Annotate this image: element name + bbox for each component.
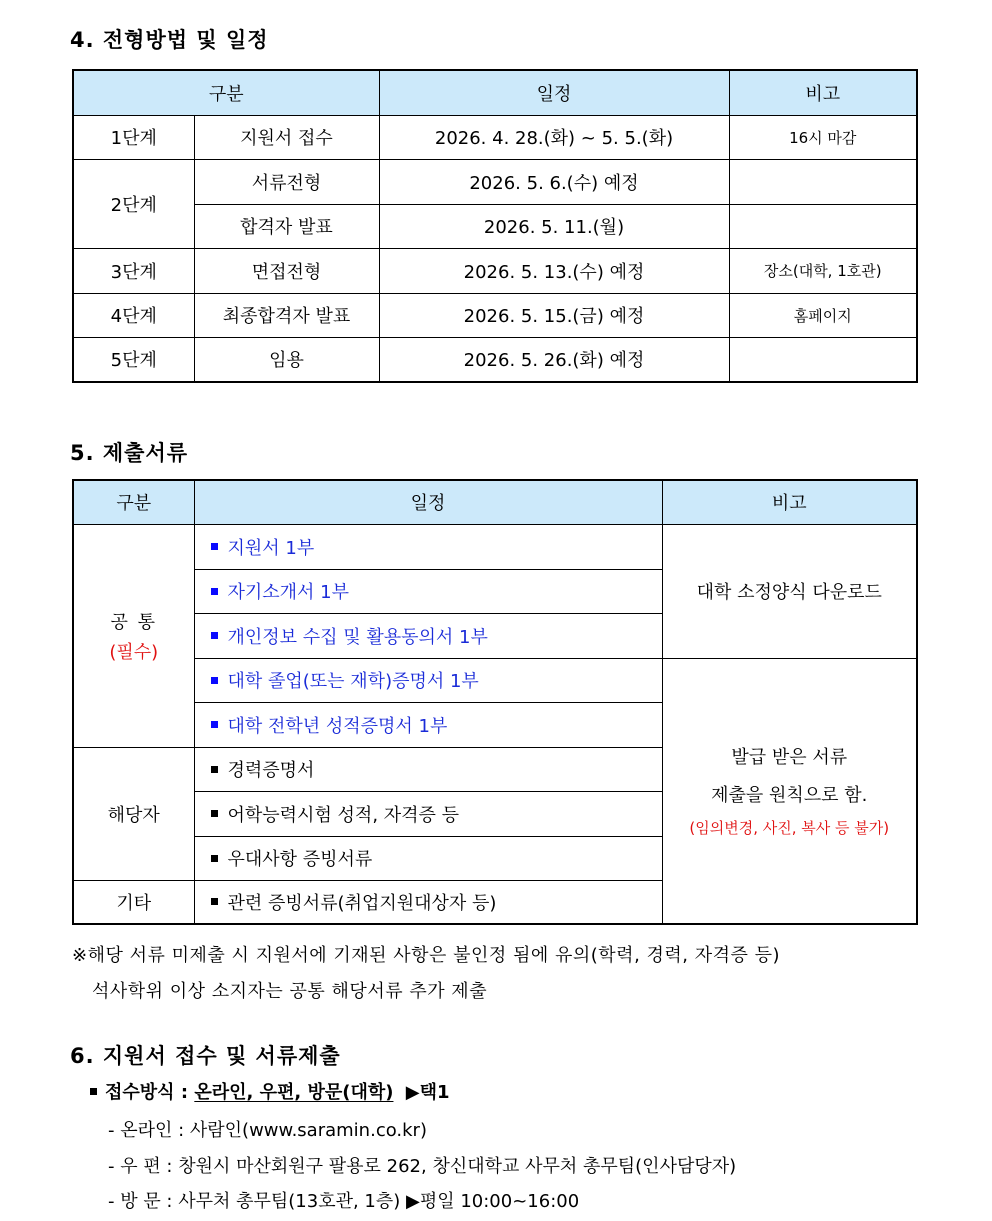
- section4-title: 4. 전형방법 및 일정: [70, 28, 269, 52]
- bullet-square-icon: [211, 588, 218, 595]
- common-label: 공 통: [110, 611, 157, 633]
- remark-line: 발급 받은 서류: [731, 747, 848, 769]
- header-category: 구분: [73, 70, 379, 115]
- schedule-table: [72, 69, 918, 383]
- document-cell: [194, 524, 662, 569]
- note-cell: 홈페이지: [729, 293, 917, 337]
- document-cell: [194, 880, 662, 924]
- bullet-square-icon: [90, 1088, 97, 1095]
- item-cell: 임용: [194, 337, 379, 382]
- note-cell: [729, 159, 917, 204]
- document-label: 관련 증빙서류(취업지원대상자 등): [227, 892, 497, 914]
- stage-cell: 4단계: [73, 293, 194, 337]
- required-label: (필수): [109, 641, 159, 663]
- document-cell: [194, 658, 662, 702]
- table-row: [73, 293, 917, 337]
- document-cell: [194, 702, 662, 747]
- date-cell: 2026. 5. 13.(수) 예정: [379, 248, 729, 293]
- item-cell: 최종합격자 발표: [194, 293, 379, 337]
- method-line: [90, 1078, 450, 1104]
- method-value: 온라인, 우편, 방문(대학): [194, 1082, 394, 1103]
- table-row: [73, 248, 917, 293]
- bullet-square-icon: [211, 898, 218, 905]
- table-row: [73, 159, 917, 204]
- notice-text-2: 석사학위 이상 소지자는 공통 해당서류 추가 제출: [92, 981, 488, 1002]
- item-cell: 합격자 발표: [194, 204, 379, 248]
- bullet-square-icon: [211, 855, 218, 862]
- header-schedule: 일정: [194, 480, 662, 524]
- table-row: [73, 115, 917, 159]
- table-row: [73, 204, 917, 248]
- document-label: 대학 전학년 성적증명서 1부: [227, 715, 448, 737]
- remark-download-cell: 대학 소정양식 다운로드: [662, 524, 917, 658]
- document-cell: [194, 569, 662, 613]
- remark-original-cell: [662, 658, 917, 924]
- note-cell: 16시 마감: [729, 115, 917, 159]
- bullet-square-icon: [211, 543, 218, 550]
- bullet-square-icon: [211, 766, 218, 773]
- note-cell: [729, 204, 917, 248]
- item-cell: 면접전형: [194, 248, 379, 293]
- bullet-square-icon: [211, 677, 218, 684]
- table-row: [73, 658, 917, 702]
- mail-line: - 우 편 : 창원시 마산회원구 팔용로 262, 창신대학교 사무처 총무팀(인사담당자): [108, 1156, 737, 1177]
- notice-text: ※해당 서류 미제출 시 지원서에 기재된 사항은 불인정 됨에 유의(학력, 경력, 자격증 등): [72, 945, 781, 966]
- visit-line: - 방 문 : 사무처 총무팀(13호관, 1층) ▶평일 10:00~16:00: [108, 1191, 580, 1212]
- bullet-square-icon: [211, 632, 218, 639]
- document-label: 어학능력시험 성적, 자격증 등: [227, 804, 460, 826]
- item-cell: 서류전형: [194, 159, 379, 204]
- header-category: 구분: [73, 480, 194, 524]
- item-cell: 지원서 접수: [194, 115, 379, 159]
- bullet-square-icon: [211, 810, 218, 817]
- remark-warning: (임의변경, 사진, 복사 등 불가): [689, 819, 890, 838]
- header-remark: 비고: [729, 70, 917, 115]
- date-cell: 2026. 5. 15.(금) 예정: [379, 293, 729, 337]
- bullet-square-icon: [211, 721, 218, 728]
- date-cell: 2026. 5. 11.(월): [379, 204, 729, 248]
- section5-title: 5. 제출서류: [70, 441, 189, 465]
- document-label: 경력증명서: [227, 760, 315, 781]
- remark-line: 제출을 원칙으로 함.: [711, 785, 868, 807]
- stage-cell: 2단계: [73, 159, 194, 248]
- method-suffix: ▶택1: [405, 1082, 450, 1103]
- document-label: 우대사항 증빙서류: [227, 849, 373, 870]
- method-label: 접수방식 :: [105, 1082, 189, 1103]
- note-cell: [729, 337, 917, 382]
- online-line: - 온라인 : 사람인(www.saramin.co.kr): [108, 1120, 427, 1141]
- document-label: 자기소개서 1부: [227, 582, 350, 603]
- table-row: [73, 524, 917, 569]
- document-label: 대학 졸업(또는 재학)증명서 1부: [227, 671, 479, 692]
- table-row: [73, 337, 917, 382]
- document-cell: [194, 613, 662, 658]
- date-cell: 2026. 5. 26.(화) 예정: [379, 337, 729, 382]
- document-cell: [194, 747, 662, 791]
- date-cell: 2026. 4. 28.(화) ~ 5. 5.(화): [379, 115, 729, 159]
- stage-cell: 1단계: [73, 115, 194, 159]
- common-category-cell: [73, 524, 194, 747]
- stage-cell: 3단계: [73, 248, 194, 293]
- applicable-category-cell: 해당자: [73, 747, 194, 880]
- other-category-cell: 기타: [73, 880, 194, 924]
- document-label: 개인정보 수집 및 활용동의서 1부: [227, 626, 488, 648]
- stage-cell: 5단계: [73, 337, 194, 382]
- section6-title: 6. 지원서 접수 및 서류제출: [70, 1044, 341, 1068]
- date-cell: 2026. 5. 6.(수) 예정: [379, 159, 729, 204]
- documents-table: [72, 479, 918, 925]
- header-remark: 비고: [662, 480, 917, 524]
- header-schedule: 일정: [379, 70, 729, 115]
- document-cell: [194, 836, 662, 880]
- document-cell: [194, 791, 662, 836]
- document-label: 지원서 1부: [227, 537, 315, 559]
- note-cell: 장소(대학, 1호관): [729, 248, 917, 293]
